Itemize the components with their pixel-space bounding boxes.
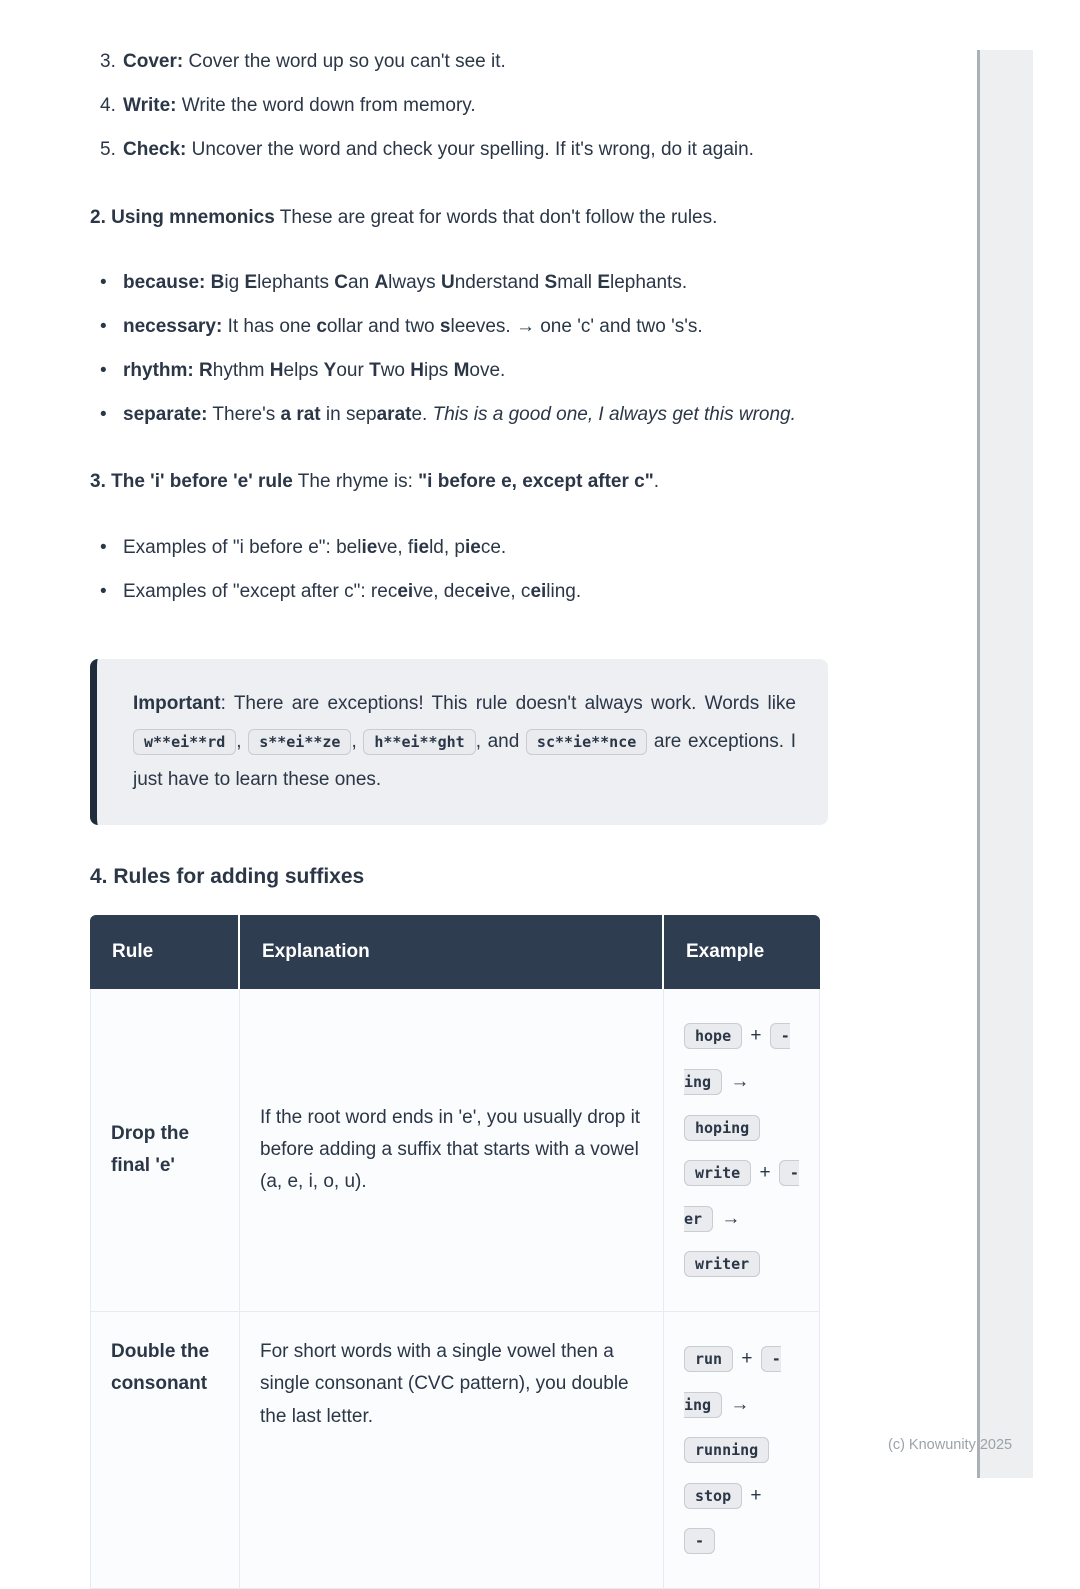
example-cell: run + -ing → running stop + - [664,1312,820,1589]
section-suffixes-heading: 4. Rules for adding suffixes [90,865,365,889]
step-text: Check: Uncover the word and check your spelling. If it's wrong, do it again. [123,138,754,160]
copyright-watermark: (c) Knowunity 2025 [888,1437,1013,1453]
bullet-dot [100,311,123,343]
bullet-item [90,311,828,343]
bullet-text: separate: There's a rat in separate. This is a good one, I always get this wrong. [123,403,796,425]
bullet-item [90,355,828,387]
bullet-item [90,576,828,608]
section-ie-rule-intro: 3. The 'i' before 'e' rule The rhyme is: "i before e, except after c". [90,471,660,493]
table-header-rule: Rule [90,915,240,989]
bullet-dot [100,399,123,431]
important-callout [90,659,828,825]
table-row [90,1312,820,1589]
callout-text: Important: There are exceptions! This rule doesn't always work. Words like w**ei**rd , s**ei**ze , h**ei**ght , and sc**ie**nce are exceptions. I just have to learn these ones. [133,693,796,791]
bullet-text: Examples of "except after c": receive, deceive, ceiling. [123,580,582,602]
bullet-dot [100,532,123,564]
step-text: Cover: Cover the word up so you can't see it. [123,51,506,72]
ie-rule-bullet-list [90,532,828,608]
step-text: Write: Write the word down from memory. [123,94,476,116]
bullet-dot [100,576,123,608]
rule-cell: Drop the final 'e' [90,989,240,1312]
numbered-step [90,134,828,166]
next-page-edge [977,50,1033,1478]
bullet-item [90,399,828,431]
explanation-cell: If the root word ends in 'e', you usually drop it before adding a suffix that starts with a vowel (a, e, i, o, u). [240,989,664,1312]
rule-cell: Double the consonant [90,1312,240,1589]
document-content [90,46,828,1589]
bullet-dot [100,355,123,387]
step-number: 5. [100,138,116,160]
bullet-text: Examples of "i before e": believe, field, piece. [123,536,507,558]
table-header-explanation: Explanation [240,915,664,989]
bullet-item [90,267,828,299]
step-number: 4. [100,94,116,116]
bullet-dot [100,267,123,299]
section-mnemonics-intro: 2. Using mnemonics These are great for words that don't follow the rules. [90,206,718,228]
bullet-text: rhythm: Rhythm Helps Your Two Hips Move. [123,359,506,381]
table-header-row [90,915,820,989]
mnemonics-bullet-list [90,267,828,431]
table-row [90,989,820,1312]
numbered-steps-list [90,46,828,166]
example-cell: hope + -ing → hoping write + -er → writer [664,989,820,1312]
numbered-step [90,46,828,78]
explanation-cell: For short words with a single vowel then a single consonant (CVC pattern), you double the last letter. [240,1312,664,1589]
table-header-example: Example [664,915,820,989]
bullet-item [90,532,828,564]
numbered-step [90,90,828,122]
bullet-text: because: Big Elephants Can Always Understand Small Elephants. [123,271,688,293]
step-number: 3. [100,51,116,72]
bullet-text: necessary: It has one collar and two sleeves. → one 'c' and two 's's. [123,315,703,337]
suffix-rules-table [90,915,820,1589]
